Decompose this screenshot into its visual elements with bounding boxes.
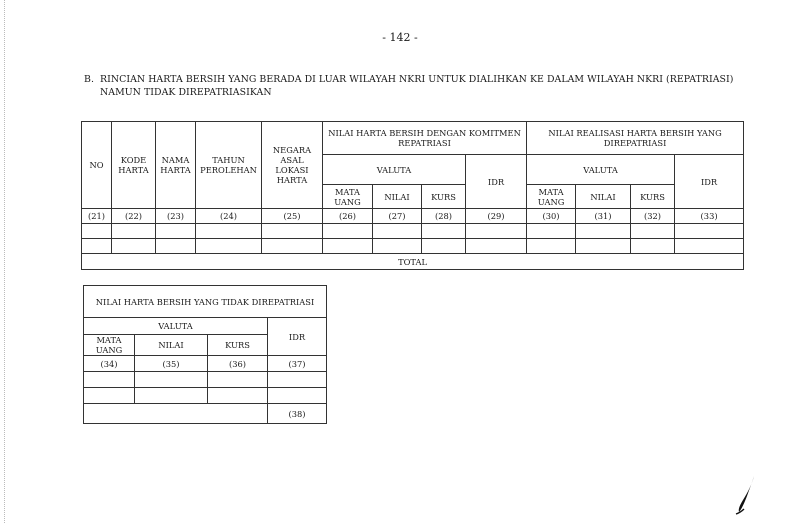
col-number: (32) [631, 209, 675, 224]
cell[interactable] [82, 239, 112, 254]
col-number: (24) [196, 209, 262, 224]
total-row [82, 254, 744, 270]
paraf-signature [730, 474, 770, 516]
header-idr-2: IDR [675, 155, 744, 209]
col-number: (25) [262, 209, 323, 224]
cell[interactable] [156, 224, 196, 239]
header-valuta-1: VALUTA [323, 155, 466, 185]
cell[interactable] [196, 239, 262, 254]
header-idr-1: IDR [466, 155, 527, 209]
col-number: (31) [576, 209, 631, 224]
header-kode-harta: KODE HARTA [112, 122, 156, 209]
repatriation-table [81, 121, 744, 270]
total-ref: (38) [268, 404, 327, 424]
header-group-realisasi: NILAI REALISASI HARTA BERSIH YANG DIREPATRIASI [527, 122, 744, 155]
cell[interactable] [262, 224, 323, 239]
cell[interactable] [631, 224, 675, 239]
header-no: NO [82, 122, 112, 209]
header-tahun-perolehan: TAHUN PEROLEHAN [196, 122, 262, 209]
section-label: B. [84, 74, 94, 85]
header-group-komitmen: NILAI HARTA BERSIH DENGAN KOMITMEN REPATRIASI [323, 122, 527, 155]
header-kurs-2: KURS [631, 185, 675, 209]
cell[interactable] [112, 224, 156, 239]
cell[interactable] [262, 239, 323, 254]
total-cell-empty [84, 404, 268, 424]
cell[interactable] [196, 224, 262, 239]
col-number: (21) [82, 209, 112, 224]
cell[interactable] [268, 388, 327, 404]
section-title: RINCIAN HARTA BERSIH YANG BERADA DI LUAR WILAYAH NKRI UNTUK DIALIHKAN KE DALAM WILAYAH NKRI (REPATRIASI) NAMUN TIDAK DIREPATRIASIKAN [100, 74, 734, 98]
cell[interactable] [422, 239, 466, 254]
cell[interactable] [82, 224, 112, 239]
col-number: (27) [373, 209, 422, 224]
cell[interactable] [135, 372, 208, 388]
table-row [84, 388, 327, 404]
cell[interactable] [84, 388, 135, 404]
column-number-row [84, 356, 327, 372]
col-number: (28) [422, 209, 466, 224]
col-number: (23) [156, 209, 196, 224]
col-number: (29) [466, 209, 527, 224]
header-valuta-3: VALUTA [84, 318, 268, 335]
cell[interactable] [373, 239, 422, 254]
header-nilai-2: NILAI [576, 185, 631, 209]
total-row [84, 404, 327, 424]
header-mata-uang-2: MATA UANG [527, 185, 576, 209]
cell[interactable] [135, 388, 208, 404]
cell[interactable] [84, 372, 135, 388]
col-number: (33) [675, 209, 744, 224]
col-number: (36) [208, 356, 268, 372]
header-valuta-2: VALUTA [527, 155, 675, 185]
col-number: (37) [268, 356, 327, 372]
header-mata-uang-1: MATA UANG [323, 185, 373, 209]
not-repatriated-table [83, 285, 327, 424]
col-number: (34) [84, 356, 135, 372]
header-kurs-3: KURS [208, 335, 268, 356]
col-number: (22) [112, 209, 156, 224]
col-number: (26) [323, 209, 373, 224]
cell[interactable] [466, 239, 527, 254]
cell[interactable] [576, 224, 631, 239]
header-kurs-1: KURS [422, 185, 466, 209]
total-label: TOTAL [82, 254, 744, 270]
cell[interactable] [323, 239, 373, 254]
table-row [82, 239, 744, 254]
cell[interactable] [268, 372, 327, 388]
cell[interactable] [373, 224, 422, 239]
cell[interactable] [466, 224, 527, 239]
cell[interactable] [527, 239, 576, 254]
cell[interactable] [156, 239, 196, 254]
cell[interactable] [208, 372, 268, 388]
not-repatriated-title: NILAI HARTA BERSIH YANG TIDAK DIREPATRIASI [84, 286, 327, 318]
cell[interactable] [422, 224, 466, 239]
header-nilai-3: NILAI [135, 335, 208, 356]
cell[interactable] [675, 239, 744, 254]
column-number-row [82, 209, 744, 224]
col-number: (30) [527, 209, 576, 224]
header-mata-uang-3: MATA UANG [84, 335, 135, 356]
page-edge [0, 0, 5, 523]
cell[interactable] [675, 224, 744, 239]
cell[interactable] [323, 224, 373, 239]
table-row [82, 224, 744, 239]
header-nama-harta: NAMA HARTA [156, 122, 196, 209]
header-negara-asal: NEGARA ASAL LOKASI HARTA [262, 122, 323, 209]
cell[interactable] [208, 388, 268, 404]
header-nilai-1: NILAI [373, 185, 422, 209]
cell[interactable] [631, 239, 675, 254]
cell[interactable] [112, 239, 156, 254]
cell[interactable] [527, 224, 576, 239]
section-heading [84, 73, 754, 99]
page-number: - 142 - [382, 31, 418, 44]
cell[interactable] [576, 239, 631, 254]
header-idr-3: IDR [268, 318, 327, 356]
table-row [84, 372, 327, 388]
col-number: (35) [135, 356, 208, 372]
